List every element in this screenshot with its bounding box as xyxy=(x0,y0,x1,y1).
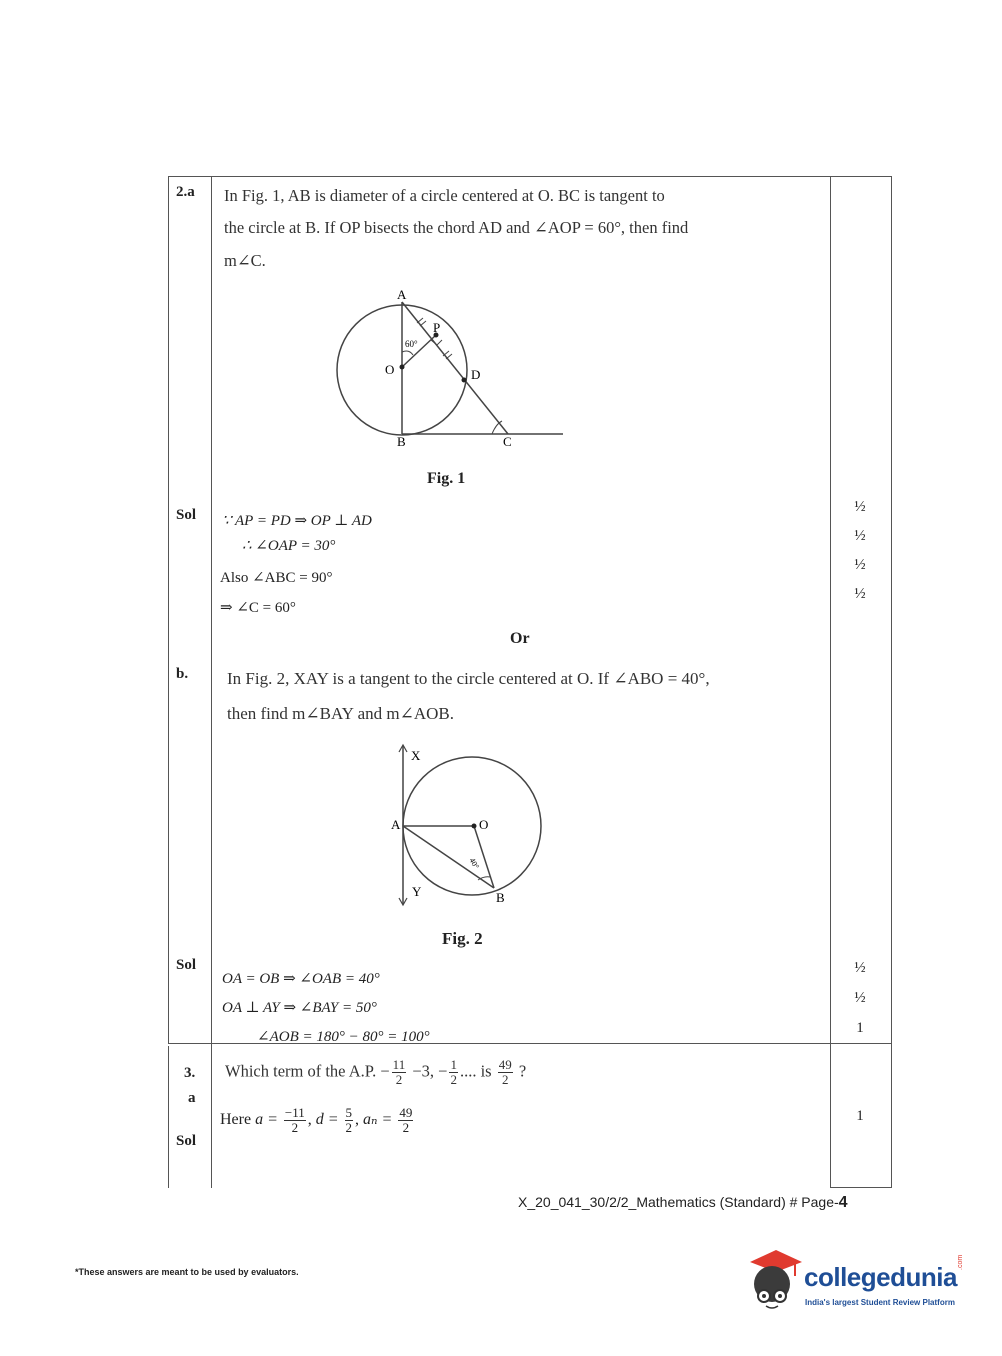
d-value: $\frac{5}{2}$ xyxy=(345,1105,353,1135)
brand-dotcom: .com xyxy=(957,1254,964,1270)
question-number-3: 3. xyxy=(184,1065,196,1081)
question-2a-line-3: m∠C. xyxy=(224,251,266,270)
fig1-label-b: B xyxy=(397,434,406,449)
question-3-text xyxy=(225,1058,526,1087)
fig1-angle-label: 60° xyxy=(405,339,418,349)
mark-2a-1: ½ xyxy=(854,499,866,515)
page-number: 4 xyxy=(838,1194,848,1211)
page-reference: X_20_041_30/2/2_Mathematics (Standard) # Page-4 xyxy=(518,1194,848,1211)
fig2-point-o xyxy=(472,824,477,829)
solution-2a-line-3: Also ∠ABC = 90° xyxy=(220,570,333,586)
fig2-label-a: A xyxy=(391,817,401,832)
term2: −3, xyxy=(412,1061,435,1081)
an-value: $\frac{49}{2}$ xyxy=(399,1105,413,1135)
fig2-label-o: O xyxy=(479,817,489,832)
term1-fraction: $\frac{11}{2}$ xyxy=(392,1057,406,1087)
here-label: Here xyxy=(220,1111,252,1129)
fig1-label-p: P xyxy=(433,320,441,335)
solution-2a-line-2: ∴ ∠OAP = 30° xyxy=(242,538,336,554)
fig1-point-d xyxy=(462,378,467,383)
term1-sign: − xyxy=(380,1061,390,1081)
figure-2-caption: Fig. 2 xyxy=(442,929,483,948)
question-2a-line-2: the circle at B. If OP bisects the chord AD and ∠AOP = 60°, then find xyxy=(224,218,689,237)
fig1-angle-arc xyxy=(402,351,413,355)
fig1-tick xyxy=(446,354,452,359)
solution-2b-line-2: OA ⊥ AY ⇒ ∠BAY = 50° xyxy=(222,1000,377,1016)
solution-label-2a: Sol xyxy=(176,507,197,523)
fig1-label-a: A xyxy=(397,287,407,302)
collegedunia-logo xyxy=(742,1248,970,1318)
mark-2b-3: 1 xyxy=(856,1020,864,1036)
mark-3: 1 xyxy=(856,1108,864,1124)
solution-2a-line-1: ∵ AP = PD ⇒ OP ⊥ AD xyxy=(222,513,372,529)
fig1-right-angle-mark xyxy=(431,340,442,345)
solution-label-3: Sol xyxy=(176,1133,197,1149)
fig1-tick xyxy=(417,318,423,323)
figure-2 xyxy=(390,740,550,910)
fig1-label-c: C xyxy=(503,434,512,449)
fig2-angle-arc xyxy=(478,877,490,880)
an-label: aₙ = xyxy=(363,1111,393,1129)
question-2b-line-2: then find m∠BAY and m∠AOB. xyxy=(227,704,454,723)
mascot-icon xyxy=(742,1248,802,1314)
mark-2a-3: ½ xyxy=(854,557,866,573)
brand-tagline: India's largest Student Review Platform xyxy=(805,1298,955,1307)
fig1-point-o xyxy=(400,365,405,370)
figure-1 xyxy=(330,282,570,452)
fig2-label-b: B xyxy=(496,890,505,905)
question-number-2b: b. xyxy=(176,666,189,682)
fig2-label-y: Y xyxy=(412,884,422,899)
question-2a-line-1: In Fig. 1, AB is diameter of a circle centered at O. BC is tangent to xyxy=(224,186,665,205)
ellipsis: .... is xyxy=(459,1061,492,1081)
a-value: $\frac{-11}{2}$ xyxy=(284,1105,305,1135)
solution-3-line-1: Here a = $\frac{-11}{2}$ , d = $\frac{5}{2}$ , aₙ = $\frac{49}{2}$ xyxy=(220,1105,413,1135)
question-number-2a: 2.a xyxy=(176,184,195,200)
fig2-angle-label: 40° xyxy=(467,856,481,871)
a-label: a = xyxy=(255,1111,278,1129)
brand-name: collegedunia xyxy=(804,1262,957,1292)
question-mark: ? xyxy=(518,1061,527,1081)
fig2-label-x: X xyxy=(411,748,421,763)
or-divider: Or xyxy=(510,630,530,647)
evaluator-note: *These answers are meant to be used by evaluators. xyxy=(75,1267,299,1277)
question-2b-line-1: In Fig. 2, XAY is a tangent to the circle centered at O. If ∠ABO = 40°, xyxy=(227,669,710,688)
fig1-tick xyxy=(420,321,426,326)
fig1-label-o: O xyxy=(385,362,395,377)
mark-2a-4: ½ xyxy=(854,586,866,602)
term3-fraction: $\frac{1}{2}$ xyxy=(450,1057,457,1087)
term3-sign: − xyxy=(438,1061,448,1081)
mark-2b-1: ½ xyxy=(854,960,866,976)
solution-2a-line-4: ⇒ ∠C = 60° xyxy=(220,600,296,616)
fig1-angle-c-arc xyxy=(492,421,502,434)
question-3-sub: a xyxy=(188,1090,196,1106)
question-3-prefix: Which term of the A.P. xyxy=(225,1061,377,1081)
solution-2b-line-3: ∠AOB = 180° − 80° = 100° xyxy=(257,1029,430,1045)
target-fraction: $\frac{49}{2}$ xyxy=(498,1057,512,1087)
fig1-label-d: D xyxy=(471,367,481,382)
solution-label-2b: Sol xyxy=(176,957,197,973)
mark-2b-2: ½ xyxy=(854,990,866,1006)
solution-2b-line-1: OA = OB ⇒ ∠OAB = 40° xyxy=(222,971,380,987)
mark-2a-2: ½ xyxy=(854,528,866,544)
figure-1-caption: Fig. 1 xyxy=(427,470,466,487)
fig2-radius-ob xyxy=(474,826,494,888)
d-label: d = xyxy=(315,1111,339,1129)
